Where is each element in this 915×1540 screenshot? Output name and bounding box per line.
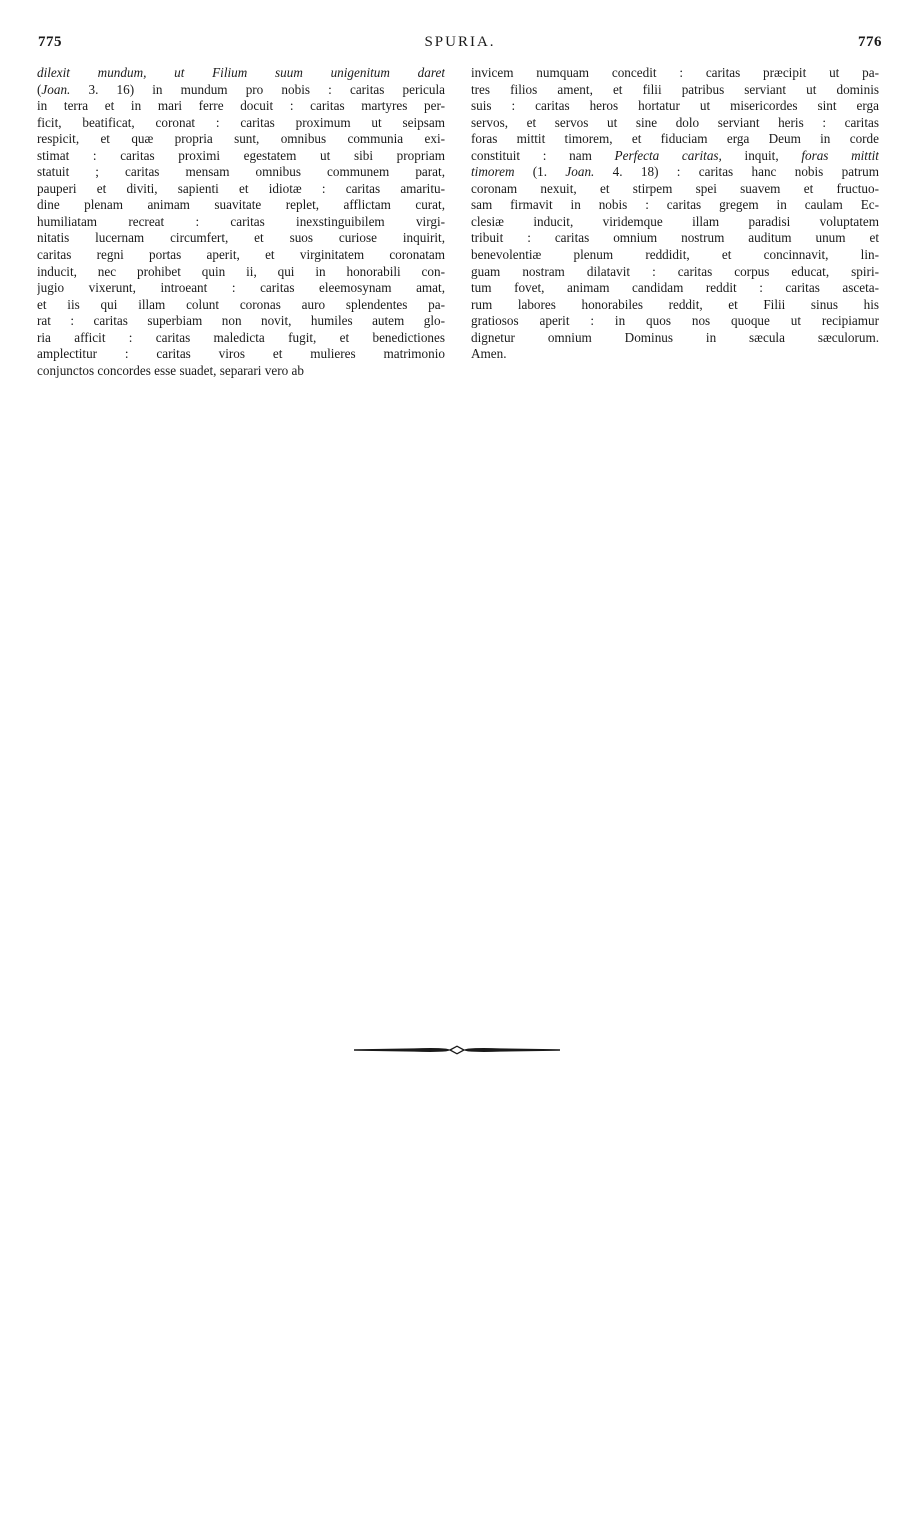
text-line — [471, 230, 879, 247]
text-run: inducit, nec prohibet quin ii, qui in honorabili con- — [37, 263, 445, 279]
text-run: sam firmavit in nobis : caritas gregem in caulam Ec- — [471, 197, 879, 213]
text-run: invicem numquam concedit : caritas præcipit ut pa- — [471, 65, 879, 80]
text-run: respicit, et quæ propria sunt, omnibus communia exi- — [37, 131, 445, 147]
text-line — [37, 297, 445, 314]
text-run: ( — [37, 81, 42, 97]
text-line — [37, 115, 445, 132]
text-run: foras mittit timorem, et fiduciam erga Deum in corde — [471, 131, 879, 147]
text-run: coronam nexuit, et stirpem spei suavem et fructuo- — [471, 180, 879, 196]
italic-text-run: timorem — [471, 164, 515, 180]
text-run: tres filios ament, et filii patribus serviant ut dominis — [471, 81, 879, 97]
text-run: ria afficit : caritas maledicta fugit, et benedictiones — [37, 329, 445, 345]
page-header — [38, 34, 882, 56]
text-run: nitatis lucernam circumfert, et suos curiose inquirit, — [37, 230, 445, 246]
text-line — [471, 346, 879, 363]
text-line — [37, 330, 445, 347]
text-run: tribuit : caritas omnium nostrum auditum unum et — [471, 230, 879, 246]
text-line — [471, 264, 879, 281]
text-run: 3. 16) in mundum pro nobis : caritas pericula — [70, 81, 445, 97]
text-run: et iis qui illam colunt coronas auro splendentes pa- — [37, 296, 445, 312]
text-line — [471, 214, 879, 231]
text-run: guam nostram dilatavit : caritas corpus educat, spiri- — [471, 263, 879, 279]
text-run: benevolentiæ plenum reddidit, et concinnavit, lin- — [471, 247, 879, 263]
left-column-number: 775 — [38, 34, 62, 50]
right-text-column — [471, 65, 879, 363]
text-run: dignetur omnium Dominus in sæcula sæculorum. — [471, 329, 879, 345]
text-run: jugio vixerunt, introeant : caritas eleemosynam amat, — [37, 280, 445, 296]
text-line — [471, 197, 879, 214]
text-run: humiliatam recreat : caritas inexstinguibilem virgi- — [37, 213, 445, 229]
left-text-column — [37, 65, 445, 379]
text-line — [471, 82, 879, 99]
text-run: 4. 18) : caritas hanc nobis patrum — [594, 164, 879, 180]
italic-text-run: foras mittit — [801, 147, 879, 163]
text-run: ficit, beatificat, coronat : caritas proximum ut seipsam — [37, 114, 445, 130]
text-line — [37, 98, 445, 115]
text-line — [471, 148, 879, 165]
text-line — [37, 214, 445, 231]
text-line — [37, 148, 445, 165]
text-run: Amen. — [471, 346, 507, 362]
italic-text-run: dilexit mundum, ut Filium suum unigenitum daret — [37, 65, 445, 80]
text-run: statuit ; caritas mensam omnibus communem parat, — [37, 164, 445, 180]
italic-text-run: Perfecta caritas, — [614, 147, 722, 163]
text-line — [471, 280, 879, 297]
text-run: caritas regni portas aperit, et virginitatem coronatam — [37, 247, 445, 263]
text-run: stimat : caritas proximi egestatem ut sibi propriam — [37, 147, 445, 163]
text-line — [471, 313, 879, 330]
text-line — [37, 280, 445, 297]
text-line — [471, 164, 879, 181]
tailpiece-rule-icon — [354, 1043, 560, 1057]
text-run: in terra et in mari ferre docuit : caritas martyres per- — [37, 98, 445, 114]
running-title: SPURIA. — [424, 34, 496, 50]
text-line — [37, 230, 445, 247]
text-line — [37, 363, 445, 380]
text-run: clesiæ inducit, viridemque illam paradisi voluptatem — [471, 213, 879, 229]
right-column-number: 776 — [858, 34, 882, 50]
text-run: (1. — [514, 164, 566, 180]
text-line — [37, 197, 445, 214]
text-run: pauperi et diviti, sapienti et idiotæ : caritas amaritu- — [37, 180, 445, 196]
text-line — [471, 65, 879, 82]
text-line — [37, 65, 445, 82]
italic-text-run: Joan. — [565, 164, 595, 180]
italic-text-run: Joan. — [41, 81, 71, 97]
text-line — [37, 264, 445, 281]
text-run: constituit : nam — [471, 147, 615, 163]
text-line — [37, 82, 445, 99]
text-line — [471, 115, 879, 132]
text-line — [37, 313, 445, 330]
text-run: inquit, — [721, 147, 802, 163]
text-run: rat : caritas superbiam non novit, humiles autem glo- — [37, 313, 445, 329]
text-run: suis : caritas heros hortatur ut misericordes sint erga — [471, 98, 879, 114]
text-line — [471, 297, 879, 314]
text-line — [37, 181, 445, 198]
text-run: gratiosos aperit : in quos nos quoque ut recipiamur — [471, 313, 879, 329]
text-run: rum labores honorabiles reddit, et Filii sinus his — [471, 296, 879, 312]
text-line — [37, 164, 445, 181]
text-line — [471, 247, 879, 264]
text-run: servos, et servos ut sine dolo serviant heris : caritas — [471, 114, 879, 130]
text-line — [37, 131, 445, 148]
text-line — [471, 131, 879, 148]
text-run: conjunctos concordes esse suadet, separari vero ab — [37, 362, 304, 378]
text-line — [37, 346, 445, 363]
text-line — [37, 247, 445, 264]
text-line — [471, 181, 879, 198]
text-run: dine plenam animam suavitate replet, afflictam curat, — [37, 197, 445, 213]
text-run: tum fovet, animam candidam reddit : caritas asceta- — [471, 280, 879, 296]
text-line — [471, 330, 879, 347]
text-line — [471, 98, 879, 115]
text-run: amplectitur : caritas viros et mulieres matrimonio — [37, 346, 445, 362]
